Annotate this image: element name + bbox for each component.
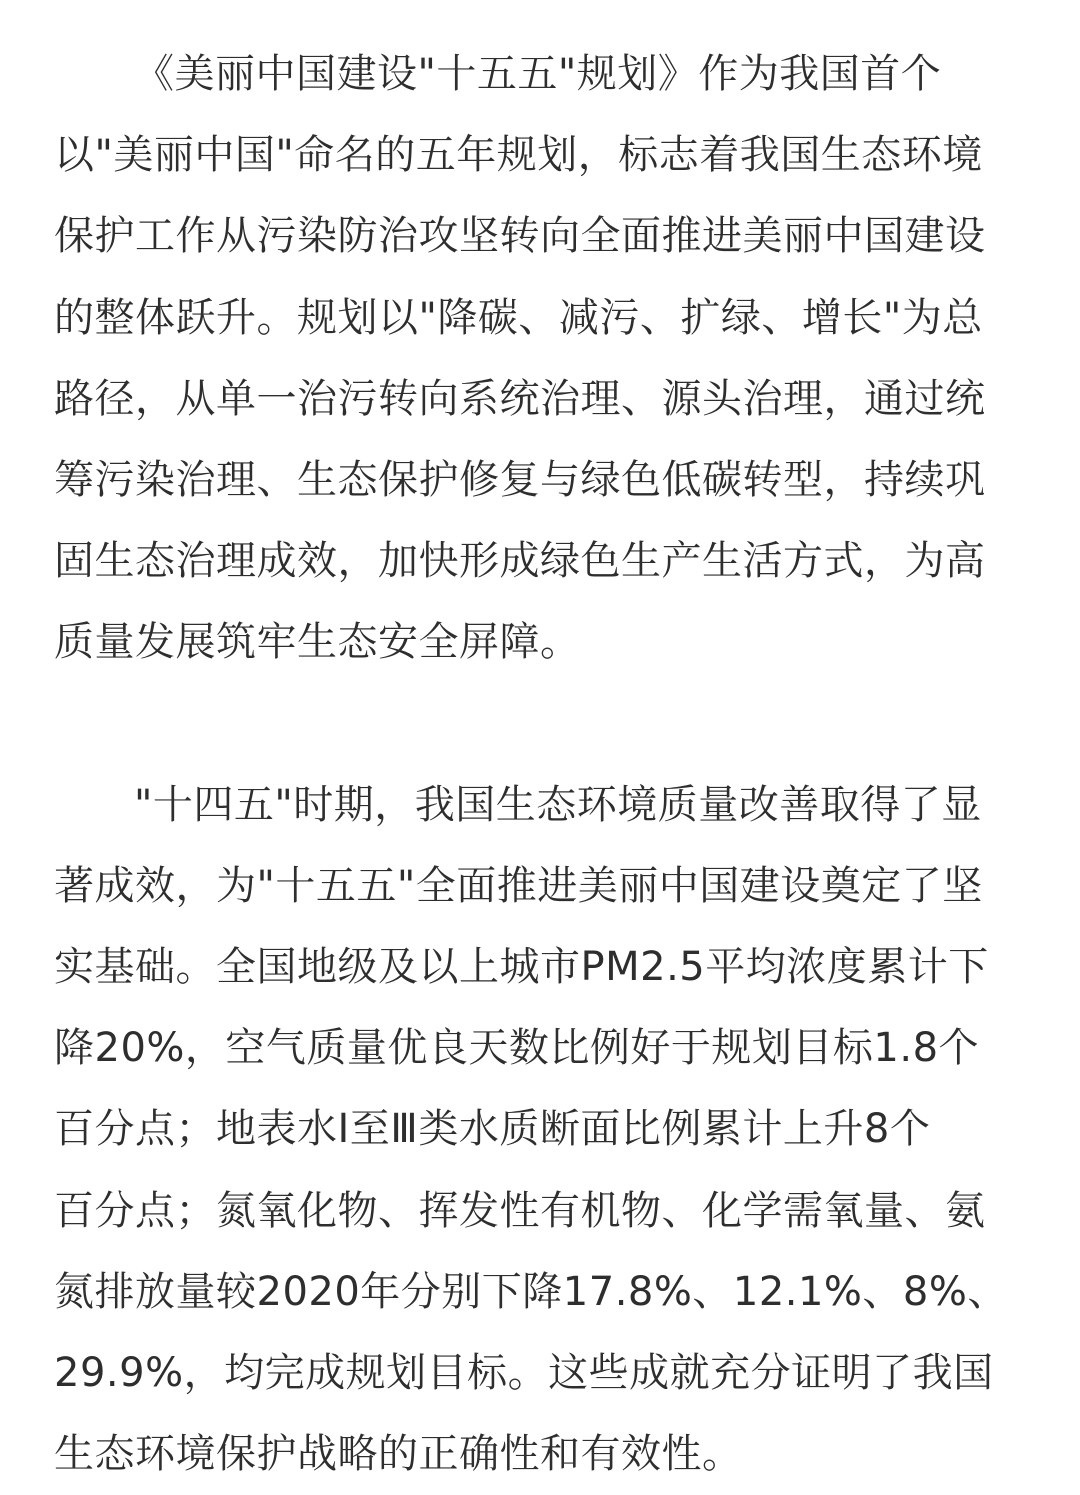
paragraph-2-line: 著成效，为"十五五"全面推进美丽中国建设奠定了坚 bbox=[54, 862, 983, 909]
paragraph-1-line: 质量发展筑牢生态安全屏障。 bbox=[54, 619, 581, 666]
paragraph-2-line: 百分点；地表水Ⅰ至Ⅲ类水质断面比例累计上升8个 bbox=[54, 1106, 931, 1153]
paragraph-2-line: 氮排放量较2020年分别下降17.8%、12.1%、8%、 bbox=[54, 1268, 1008, 1315]
paragraph-1-line: 筹污染治理、生态保护修复与绿色低碳转型，持续巩 bbox=[54, 457, 986, 504]
article-paragraph-2 bbox=[54, 765, 1026, 1495]
paragraph-2-line: "十四五"时期，我国生态环境质量改善取得了显 bbox=[134, 781, 982, 828]
paragraph-2-line: 生态环境保护战略的正确性和有效性。 bbox=[54, 1431, 743, 1478]
paragraph-1-line: 保护工作从污染防治攻坚转向全面推进美丽中国建设 bbox=[54, 213, 986, 260]
paragraph-1-line: 以"美丽中国"命名的五年规划，标志着我国生态环境 bbox=[54, 132, 983, 179]
paragraph-2-line: 百分点；氮氧化物、挥发性有机物、化学需氧量、氨 bbox=[54, 1187, 986, 1234]
paragraph-1-line: 路径，从单一治污转向系统治理、源头治理，通过统 bbox=[54, 375, 986, 422]
paragraph-2-line: 降20%，空气质量优良天数比例好于规划目标1.8个 bbox=[54, 1025, 980, 1072]
paragraph-1-line: 固生态治理成效，加快形成绿色生产生活方式，为高 bbox=[54, 538, 986, 585]
paragraph-1-line: 《美丽中国建设"十五五"规划》作为我国首个 bbox=[134, 51, 942, 97]
paragraph-spacer bbox=[54, 684, 1026, 765]
paragraph-1-line: 的整体跃升。规划以"降碳、减污、扩绿、增长"为总 bbox=[54, 294, 983, 341]
paragraph-2-line: 29.9%，均完成规划目标。这些成就充分证明了我国 bbox=[54, 1350, 994, 1397]
article-paragraph-1 bbox=[54, 34, 1026, 684]
paragraph-2-line: 实基础。全国地级及以上城市PM2.5平均浓度累计下 bbox=[54, 944, 989, 991]
